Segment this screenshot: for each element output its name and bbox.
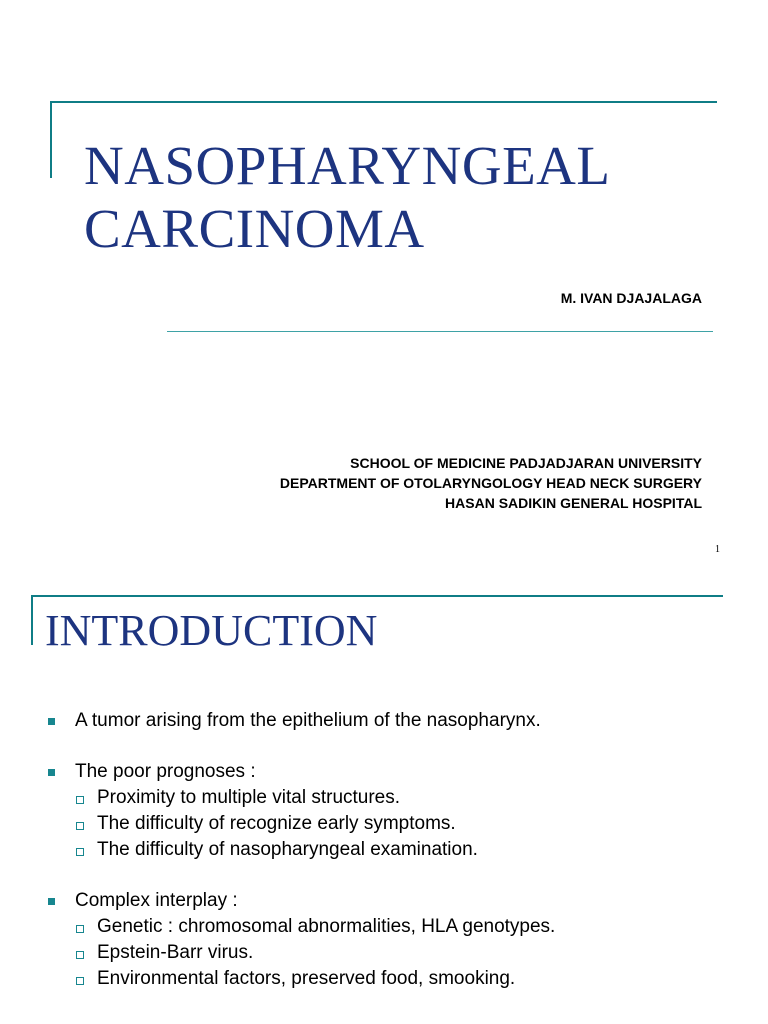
list-item bbox=[48, 888, 738, 992]
author-name: M. IVAN DJAJALAGA bbox=[560, 290, 702, 306]
list-item bbox=[48, 708, 738, 734]
frame-left-line bbox=[50, 101, 52, 178]
title-line-1: NASOPHARYNGEAL bbox=[84, 135, 611, 196]
frame-top-line bbox=[33, 595, 723, 597]
slide-title: INTRODUCTION bbox=[45, 606, 378, 655]
hollow-square-bullet-icon bbox=[76, 925, 84, 933]
list-item bbox=[48, 759, 738, 863]
affiliation-block bbox=[280, 453, 702, 513]
hollow-square-bullet-icon bbox=[76, 822, 84, 830]
hollow-square-bullet-icon bbox=[76, 977, 84, 985]
hollow-square-bullet-icon bbox=[76, 951, 84, 959]
hollow-square-bullet-icon bbox=[76, 848, 84, 856]
affiliation-line: SCHOOL OF MEDICINE PADJADJARAN UNIVERSITY bbox=[350, 455, 702, 471]
sub-bullet-text: Proximity to multiple vital structures. bbox=[97, 787, 401, 808]
affiliation-line: DEPARTMENT OF OTOLARYNGOLOGY HEAD NECK SURGERY bbox=[279, 475, 702, 491]
sub-bullet-text: Epstein-Barr virus. bbox=[97, 942, 254, 963]
sub-bullet-text: The difficulty of nasopharyngeal examination. bbox=[97, 839, 478, 860]
title-line-2: CARCINOMA bbox=[84, 198, 425, 259]
square-bullet-icon bbox=[48, 898, 55, 905]
divider-line bbox=[167, 331, 713, 332]
page-number: 1 bbox=[715, 544, 720, 555]
bullet-text: A tumor arising from the epithelium of the nasopharynx. bbox=[75, 710, 541, 731]
sub-bullet-text: Environmental factors, preserved food, smooking. bbox=[97, 968, 516, 989]
frame-top-line bbox=[52, 101, 717, 103]
hollow-square-bullet-icon bbox=[76, 796, 84, 804]
bullet-text: Complex interplay : bbox=[75, 890, 238, 911]
affiliation-line: HASAN SADIKIN GENERAL HOSPITAL bbox=[445, 495, 702, 511]
introduction-slide bbox=[0, 578, 768, 1024]
sub-bullet-text: Genetic : chromosomal abnormalities, HLA genotypes. bbox=[97, 916, 556, 937]
frame-left-line bbox=[31, 595, 33, 645]
square-bullet-icon bbox=[48, 718, 55, 725]
square-bullet-icon bbox=[48, 769, 55, 776]
slide-title bbox=[84, 134, 611, 260]
sub-bullet-text: The difficulty of recognize early symptoms. bbox=[97, 813, 456, 834]
bullet-text: The poor prognoses : bbox=[75, 761, 256, 782]
bullet-list bbox=[48, 708, 738, 1017]
